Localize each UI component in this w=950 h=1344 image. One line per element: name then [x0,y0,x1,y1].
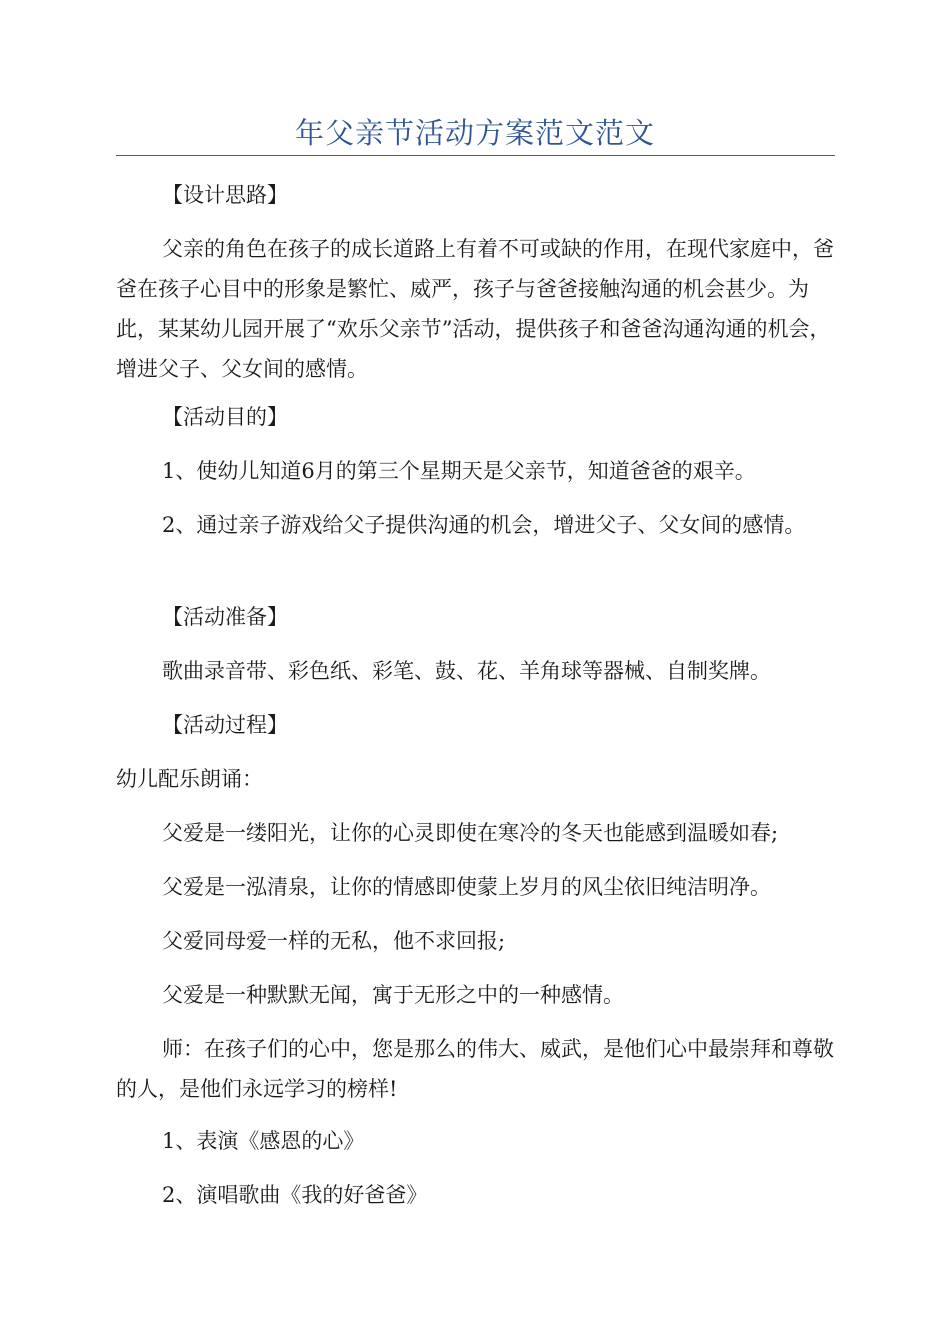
paragraph-preparation: 歌曲录音带、彩色纸、彩笔、鼓、花、羊角球等器械、自制奖牌。 [162,659,771,683]
heading-design-idea: 【设计思路】 [162,183,288,207]
process-item-2: 2、演唱歌曲《我的好爸爸》 [162,1183,428,1207]
heading-activity-goals: 【活动目的】 [162,405,288,429]
title-underline [116,155,835,156]
paragraph-design-idea: 父亲的角色在孩子的成长道路上有着不可或缺的作用，在现代家庭中，爸爸在孩子心目中的形象是繁忙、威严，孩子与爸爸接触沟通的机会甚少。为此，某某幼儿园开展了“欢乐父亲节”活动，提供孩子和爸爸沟通沟通的机会，增进父子、父女间的感情。 [116,237,834,381]
recitation-line-2: 父爱是一泓清泉，让你的情感即使蒙上岁月的风尘依旧纯洁明净。 [162,875,771,899]
recitation-line-1: 父爱是一缕阳光，让你的心灵即使在寒冷的冬天也能感到温暖如春; [162,821,779,845]
heading-activity-process: 【活动过程】 [162,713,288,737]
paragraph-recitation-label: 幼儿配乐朗诵： [116,767,263,791]
goal-item-2: 2、通过亲子游戏给父子提供沟通的机会，增进父子、父女间的感情。 [162,513,806,537]
recitation-line-4: 父爱是一种默默无闻，寓于无形之中的一种感情。 [162,983,624,1007]
heading-activity-preparation: 【活动准备】 [162,605,288,629]
paragraph-teacher: 师：在孩子们的心中，您是那么的伟大、威武，是他们心中最崇拜和尊敬的人，是他们永远学习的榜样! [116,1037,834,1101]
recitation-line-3: 父爱同母爱一样的无私，他不求回报; [162,929,506,953]
document-title: 年父亲节活动方案范文范文 [294,116,655,150]
goal-item-1: 1、使幼儿知道6月的第三个星期天是父亲节，知道爸爸的艰辛。 [162,459,756,483]
process-item-1: 1、表演《感恩的心》 [162,1129,365,1153]
